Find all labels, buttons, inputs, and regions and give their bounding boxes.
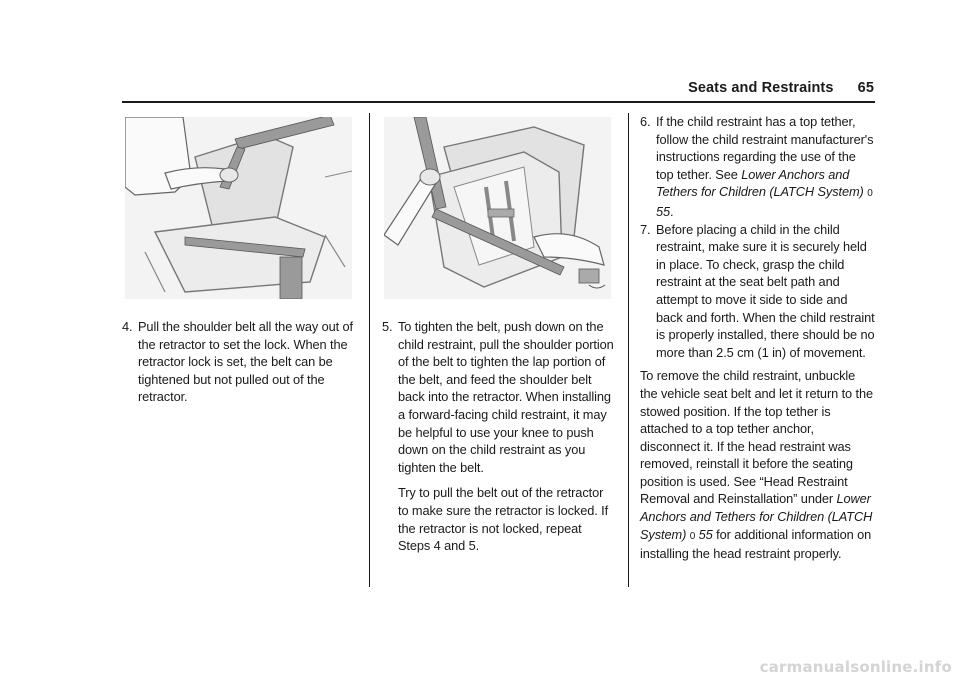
column-divider-1 <box>369 113 370 587</box>
page-header <box>688 80 874 96</box>
cross-reference-link[interactable]: Lower Anchors and Tethers for Children (LATCH System) <box>640 491 873 542</box>
step-text-body: If the child restraint has a top tether, follow the child restraint manufacturer's instructions regarding the use of the top tether. See <box>656 114 874 182</box>
step-text <box>656 113 876 221</box>
step-number: 6. <box>640 114 651 129</box>
column-3 <box>640 113 876 563</box>
step-text: Pull the shoulder belt all the way out of the retractor to set the lock. When the retractor lock is set, the belt can be tightened but not pulled out of the retractor. <box>138 319 354 405</box>
cross-reference-link[interactable]: Lower Anchors and Tethers for Children (LATCH System) <box>656 166 864 200</box>
page-number: 65 <box>857 80 874 96</box>
step-4 <box>122 318 354 406</box>
step-number: 7. <box>640 221 651 237</box>
paragraph-text-end: for additional information on installing the head restraint properly. <box>640 526 872 562</box>
section-title: Seats and Restraints <box>688 80 834 96</box>
page-ref-icon: 0 <box>867 188 873 200</box>
paragraph-text: To remove the child restraint, unbuckle the vehicle seat belt and let it return to the stowed position. If the top tether is attached to a top tether anchor, disconnect it. If the head restraint was removed, reinstall it before the seating position is used. See “Head Restraint Removal and Reinstallation” under <box>640 368 873 507</box>
header-rule <box>122 101 875 103</box>
step-text: Before placing a child in the child restraint, make sure it is securely held in place. To check, grasp the child restraint at the seat belt path and attempt to move it side to side and back and forth. When the child restraint is properly installed, there should be no more than 2.5 cm (1 in) of movement. <box>656 221 875 360</box>
step-text: To tighten the belt, push down on the child restraint, pull the shoulder portion of the belt to tighten the lap portion of the belt, and feed the shoulder belt back into the retractor. When installing a forward-facing child restraint, it may be helpful to use your knee to push down on the child restraint as you tighten the belt. <box>398 319 614 475</box>
removal-paragraph <box>640 367 876 563</box>
watermark: carmanualsonline.info <box>759 658 952 676</box>
column-2 <box>382 318 614 555</box>
cross-reference-page[interactable]: 55 <box>698 526 713 542</box>
cross-reference-page[interactable]: 55 <box>656 203 671 219</box>
punctuation: . <box>670 203 674 219</box>
column-divider-2 <box>628 113 629 587</box>
step-number: 5. <box>382 319 393 334</box>
step-6 <box>640 113 876 221</box>
illustration-tighten-belt <box>384 117 611 299</box>
step-number: 4. <box>122 319 133 334</box>
step-text-continued: Try to pull the belt out of the retractor to make sure the retractor is locked. If the retractor is not locked, repeat Steps 4 and 5. <box>398 485 609 554</box>
column-1 <box>122 318 354 406</box>
step-5 <box>382 318 614 555</box>
page-ref-icon: 0 <box>689 530 696 542</box>
illustration-pull-shoulder-belt <box>125 117 352 299</box>
step-7 <box>640 221 876 362</box>
